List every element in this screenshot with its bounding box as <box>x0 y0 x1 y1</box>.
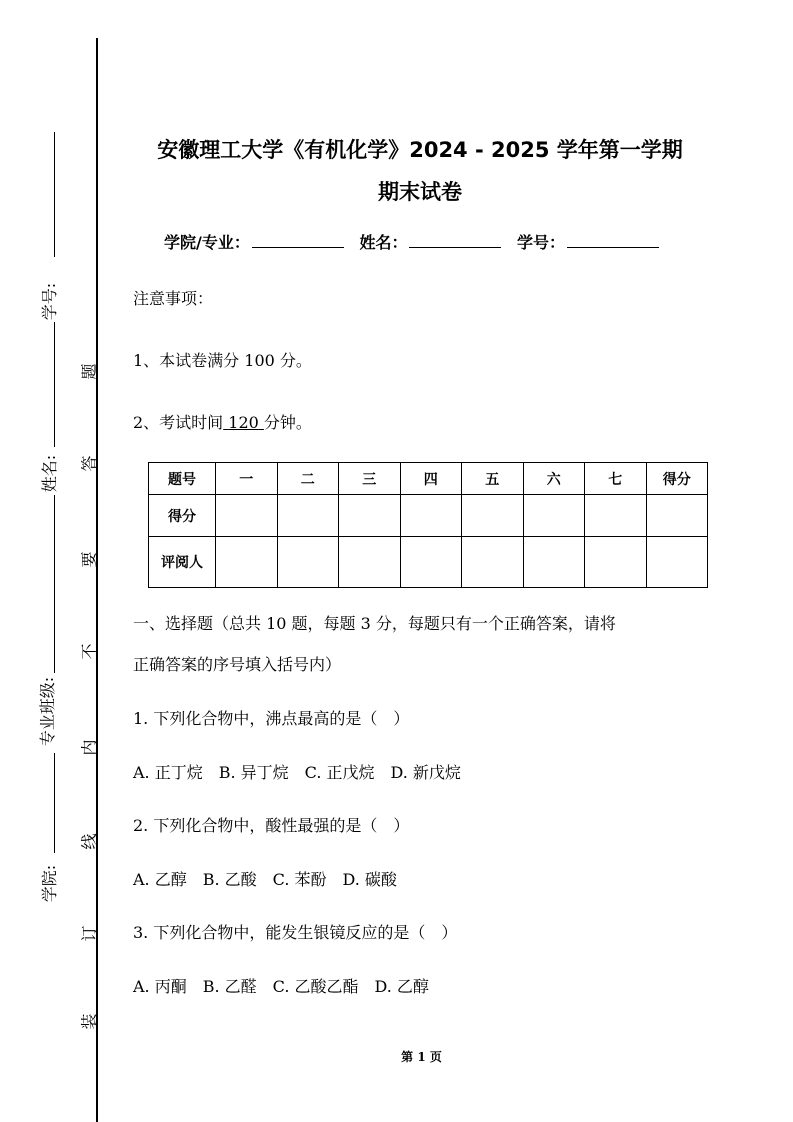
header-cell: 题号 <box>149 463 216 495</box>
section-heading-cont: 正确答案的序号填入括号内） <box>133 655 342 674</box>
exam-title: 安徽理工大学《有机化学》2024 - 2025 学年第一学期 <box>157 138 683 162</box>
margin-student-id-label: 学号: <box>40 282 60 321</box>
question: 1. 下列化合物中，沸点最高的是（ ） <box>133 709 410 728</box>
seal-char: 线 <box>79 833 99 850</box>
grader-cell[interactable] <box>462 537 524 588</box>
margin-line <box>54 132 55 257</box>
page-number: 第 1 页 <box>401 1050 442 1064</box>
binding-line <box>96 38 98 1122</box>
header-cell: 得分 <box>646 463 708 495</box>
score-cell[interactable] <box>339 495 401 537</box>
section-heading: 一、选择题（总共 10 题，每题 3 分，每题只有一个正确答案，请将 <box>133 614 616 633</box>
margin-college-label: 学院: <box>40 864 60 903</box>
notes-heading: 注意事项： <box>133 289 214 308</box>
question-options: A. 正丁烷 B. 异丁烷 C. 正戊烷 D. 新戊烷 <box>133 763 461 782</box>
score-table <box>148 462 708 588</box>
score-cell[interactable] <box>646 495 708 537</box>
exam-duration <box>223 413 264 432</box>
header-cell: 二 <box>277 463 339 495</box>
table-header-row <box>149 463 708 495</box>
question-options: A. 乙醇 B. 乙酸 C. 苯酚 D. 碳酸 <box>133 870 397 889</box>
header-cell: 五 <box>462 463 524 495</box>
score-cell[interactable] <box>400 495 462 537</box>
exam-subtitle: 期末试卷 <box>378 180 462 204</box>
score-cell[interactable] <box>216 495 278 537</box>
question-options: A. 丙酮 B. 乙醛 C. 乙酸乙酯 D. 乙醇 <box>133 977 429 996</box>
header-cell: 四 <box>400 463 462 495</box>
seal-char: 要 <box>79 551 99 568</box>
grader-cell[interactable] <box>339 537 401 588</box>
header-cell: 一 <box>216 463 278 495</box>
seal-char: 不 <box>79 643 99 660</box>
note-text: 2、考试时间 <box>133 413 224 432</box>
name-label: 姓名： <box>359 233 408 252</box>
student-info-line <box>164 230 669 253</box>
note-item: 1、本试卷满分 100 分。 <box>133 351 312 370</box>
row-label: 评阅人 <box>149 537 216 588</box>
seal-char: 装 <box>79 1013 99 1030</box>
college-field[interactable] <box>252 233 344 248</box>
note-text: 分钟。 <box>263 413 312 432</box>
margin-line <box>54 753 55 853</box>
grader-cell[interactable] <box>585 537 647 588</box>
grader-cell[interactable] <box>277 537 339 588</box>
seal-char: 答 <box>79 455 99 472</box>
question: 2. 下列化合物中，酸性最强的是（ ） <box>133 816 410 835</box>
seal-char: 内 <box>79 739 99 756</box>
college-label: 学院/专业： <box>164 233 250 252</box>
score-cell[interactable] <box>462 495 524 537</box>
name-field[interactable] <box>409 233 501 248</box>
row-label: 得分 <box>149 495 216 537</box>
score-cell[interactable] <box>585 495 647 537</box>
student-id-field[interactable] <box>567 233 659 248</box>
margin-line <box>54 495 55 673</box>
margin-line <box>54 322 55 447</box>
header-cell: 七 <box>585 463 647 495</box>
seal-char: 题 <box>79 363 99 380</box>
student-id-label: 学号： <box>517 233 566 252</box>
table-row <box>149 537 708 588</box>
score-cell[interactable] <box>277 495 339 537</box>
header-cell: 六 <box>523 463 585 495</box>
table-row <box>149 495 708 537</box>
seal-char: 订 <box>79 925 99 942</box>
grader-cell[interactable] <box>646 537 708 588</box>
score-cell[interactable] <box>523 495 585 537</box>
margin-class-label: 专业班级: <box>38 676 58 747</box>
header-cell: 三 <box>339 463 401 495</box>
margin-name-label: 姓名: <box>40 454 60 493</box>
grader-cell[interactable] <box>216 537 278 588</box>
question: 3. 下列化合物中，能发生银镜反应的是（ ） <box>133 923 458 942</box>
duration-value: 120 <box>228 413 259 432</box>
note-item <box>133 410 312 433</box>
grader-cell[interactable] <box>400 537 462 588</box>
grader-cell[interactable] <box>523 537 585 588</box>
